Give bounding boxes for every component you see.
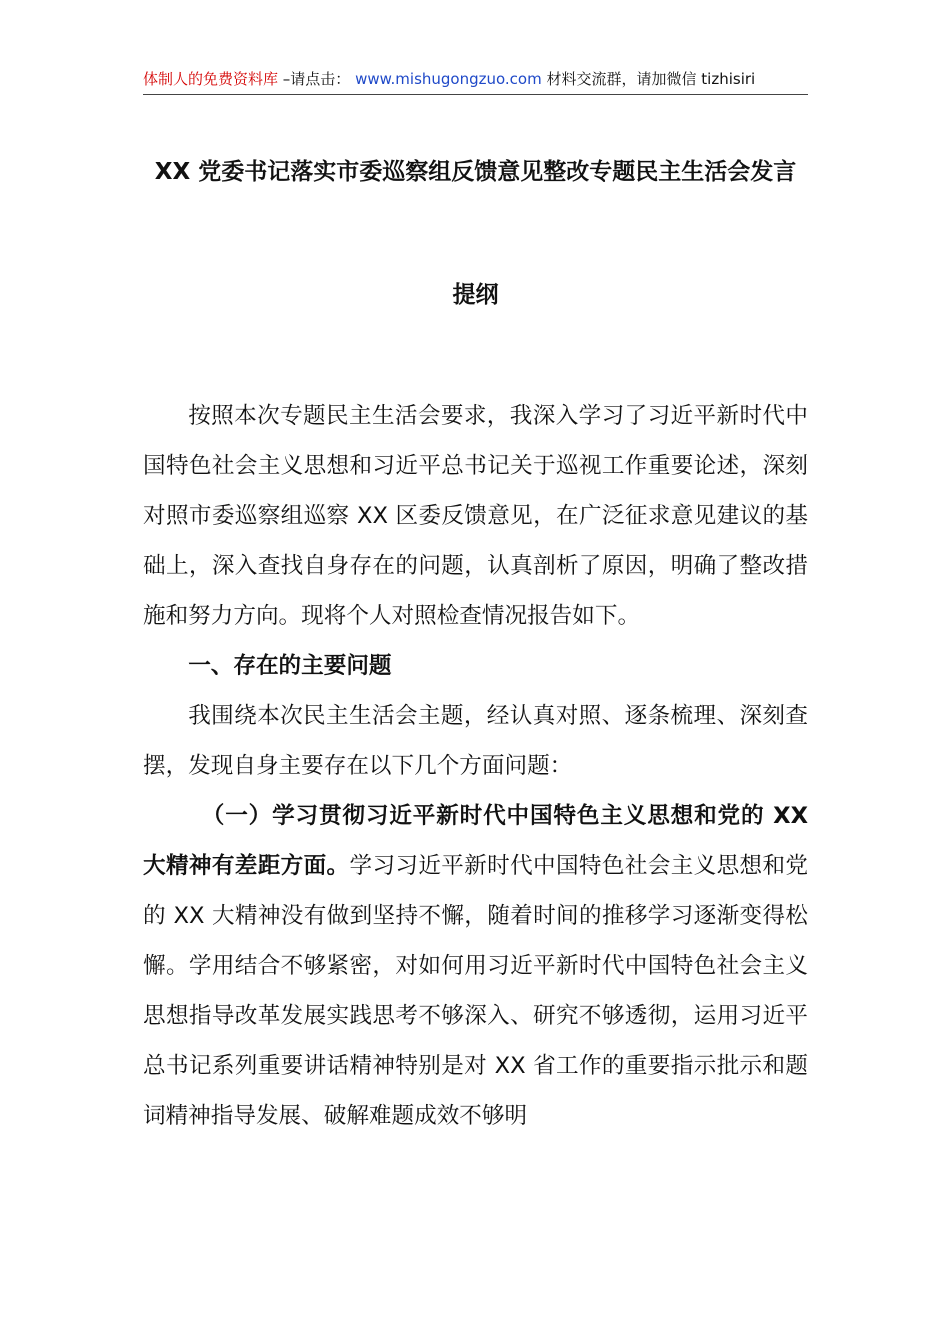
intro-paragraph: 按照本次专题民主生活会要求，我深入学习了习近平新时代中国特色社会主义思想和习近平总书记关于巡视工作重要论述，深刻对照市委巡察组巡察 XX 区委反馈意见，在广泛征求意见建议的基础上，深入查找自身存在的问题，认真剖析了原因，明确了整改措施和努力方向。现将个人对照检查情况报告如下。 [143,403,808,629]
item-body: 学习习近平新时代中国特色社会主义思想和党的 XX 大精神没有做到坚持不懈，随着时间的推移学习逐渐变得松懈。学用结合不够紧密，对如何用习近平新时代中国特色社会主义思想指导改革发展实践思考不够深入、研究不够透彻，运用习近平总书记系列重要讲话精神特别是对 XX 省工作的重要指示批示和题词精神指导发展、破解难题成效不够明 [143,853,809,1129]
page-header [143,68,808,95]
document-body [143,391,808,1141]
header-prompt: –请点击： [282,70,351,88]
document-title-line2: 提纲 [452,282,499,308]
item-paragraph [143,791,808,1141]
item-heading: （一）学习贯彻习近平新时代中国特色主义思想和党的 XX 大精神有差距方面。 [143,803,808,879]
header-tail: 材料交流群，请加微信 tizhisiri [546,70,756,88]
header-link[interactable]: www.mishugongzuo.com [355,70,542,88]
header-brand: 体制人的免费资料库 [143,70,279,88]
section-heading: 一、存在的主要问题 [188,653,392,679]
section-intro-paragraph: 我围绕本次民主生活会主题，经认真对照、逐条梳理、深刻查摆，发现自身主要存在以下几个方面问题： [143,703,808,779]
document-title-line1: XX 党委书记落实市委巡察组反馈意见整改专题民主生活会发言 [154,159,797,185]
